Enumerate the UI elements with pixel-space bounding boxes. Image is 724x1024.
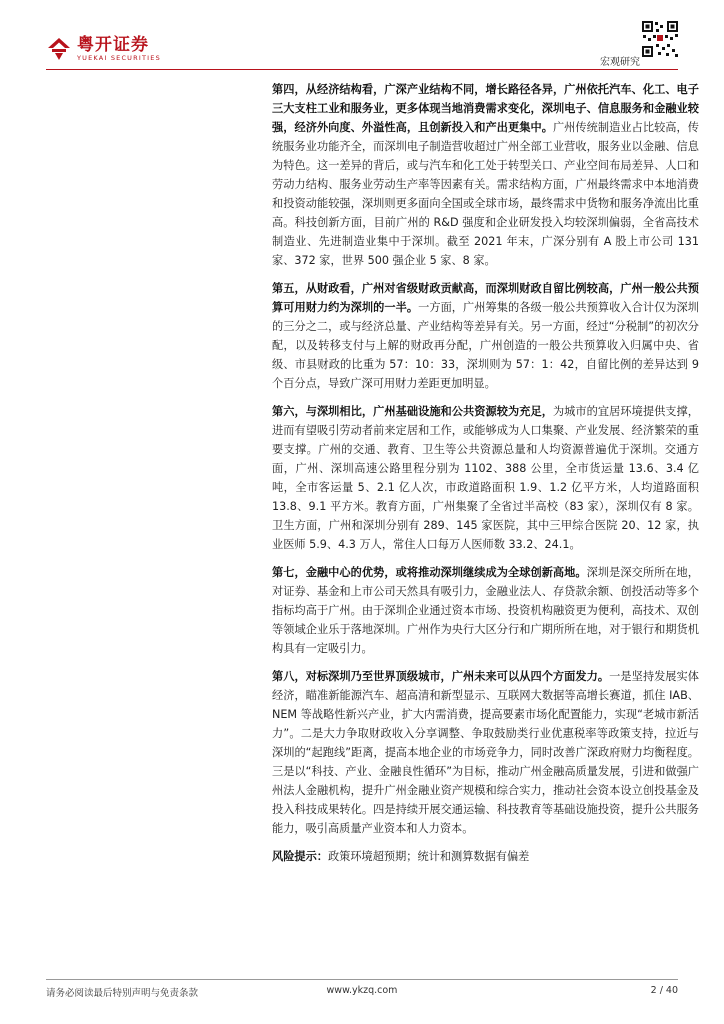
paragraph-body: 一是坚持发展实体经济，瞄准新能源汽车、超高清和新型显示、互联网大数据等高增长赛道，抓住 IAB、NEM 等战略性新兴产业，扩大内需消费，提高要素市场化配置能力，实现“老城市新活力”。二是大力争取财政收入分享调整、争取鼓励类行业优惠税率等政策支持，拉近与深圳的“起跑线”距离，提高本地企业的市场竞争力，同时改善广深政府财力均衡程度。三是以“科技、产业、金融良性循环”为目标，推动广州金融高质量发展，引进和做强广州法人金融机构，提升广州金融业资产规模和综合实力，推动社会资本设立创投基金及投入科技成果转化。四是持续开展交通运输、科技教育等基础设施投资，提升公共服务能力，吸引高质量产业资本和人力资本。 xyxy=(272,670,699,835)
risk-label: 风险提示： xyxy=(272,850,328,863)
report-body xyxy=(272,80,699,866)
page-number: 2 / 40 xyxy=(650,985,678,996)
paragraph-8 xyxy=(272,667,699,838)
paragraph-7 xyxy=(272,563,699,658)
paragraph-6 xyxy=(272,402,699,554)
paragraph-body: 一方面，广州筹集的各级一般公共预算收入合计仅为深圳的三分之二，或与经济总量、产业结构等差异有关。另一方面，经过“分税制”的初次分配，以及转移支付与上解的财政再分配，广州创造的一般公共预算收入归属中央、省级、市县财政的比重为 57：10：33，深圳则为 57：1：42，自留比例的差异达到 9 个百分点，导致广深可用财力差距更加明显。 xyxy=(272,301,699,390)
paragraph-body: 为城市的宜居环境提供支撑，进而有望吸引劳动者前来定居和工作，或能够成为人口集聚、产业发展、经济繁荣的重要支撑。广州的交通、教育、卫生等公共资源总量和人均资源普遍优于深圳。交通方面，广州、深圳高速公路里程分别为 1102、388 公里，全市货运量 13.6、3.4 亿吨，全市客运量 5、2.1 亿人次，市政道路面积 1.9、1.2 亿平方米，人均道路面积 13.8、9.1 平方米。教育方面，广州集聚了全省过半高校（83 家），深圳仅有 8 家。卫生方面，广州和深圳分别有 289、145 家医院，其中三甲综合医院 20、12 家，执业医师 5.9、4.3 万人，常住人口每万人医师数 33.2、24.1。 xyxy=(272,405,699,551)
brand-name-cn: 粤开证券 xyxy=(77,35,149,55)
risk-warning xyxy=(272,847,699,866)
paragraph-lead: 第六，与深圳相比，广州基础设施和公共资源较为充足， xyxy=(272,405,553,418)
footer-divider xyxy=(46,979,678,980)
brand-name-en: YUEKAI SECURITIES xyxy=(77,54,161,62)
paragraph-lead: 第五，从财政看，广州对省级财政贡献高，而深圳财政自留比例较高，广州一般公共预算可用财力约为深圳的一半。 xyxy=(272,282,699,314)
paragraph-lead: 第四，从经济结构看，广深产业结构不同，增长路径各异，广州依托汽车、化工、电子三大支柱工业和服务业，更多体现当地消费需求变化，深圳电子、信息服务和金融业较强，经济外向度、外溢性高，且创新投入和产出更集中。 xyxy=(272,83,699,134)
company-logo-icon xyxy=(46,36,72,62)
paragraph-4 xyxy=(272,80,699,270)
paragraph-lead: 第七，金融中心的优势，或将推动深圳继续成为全球创新高地。 xyxy=(272,566,587,579)
risk-text: 政策环境超预期；统计和测算数据有偏差 xyxy=(327,850,530,863)
paragraph-body: 深圳是深交所所在地，对证券、基金和上市公司天然具有吸引力，金融业法人、存贷款余额、创投活动等多个指标均高于广州。由于深圳企业通过资本市场、投资机构融资更为便利，高技术、双创等领域企业乐于落地深圳。广州作为央行大区分行和广期所所在地，对于银行和期货机构具有一定吸引力。 xyxy=(272,566,699,655)
report-category: 宏观研究 xyxy=(600,57,640,68)
paragraph-lead: 第八，对标深圳乃至世界顶级城市，广州未来可以从四个方面发力。 xyxy=(272,670,610,683)
footer-website[interactable]: www.ykzq.com xyxy=(326,985,398,996)
header-divider xyxy=(46,69,678,70)
paragraph-body: 广州传统制造业占比较高，传统服务业功能齐全，而深圳电子制造营收超过广州全部工业营收，服务业以金融、信息为特色。这一差异的背后，或与汽车和化工处于转型关口、产业空间布局差异、人口和劳动力结构、服务业劳动生产率等因素有关。需求结构方面，广州最终需求中本地消费和投资动能较强，深圳则更多面向全国或全球市场，最终需求中货物和服务净流出比重高。科技创新方面，目前广州的 R&D 强度和企业研发投入均较深圳偏弱，全省高技术制造业、先进制造业集中于深圳。截至 2021 年末，广深分别有 A 股上市公司 131 家、372 家，世界 500 强企业 5 家、8 家。 xyxy=(272,121,699,267)
paragraph-5 xyxy=(272,279,699,393)
qr-code-icon xyxy=(641,20,679,58)
company-logo xyxy=(46,36,161,62)
footer-disclaimer: 请务必阅读最后特别声明与免责条款 xyxy=(46,988,199,999)
